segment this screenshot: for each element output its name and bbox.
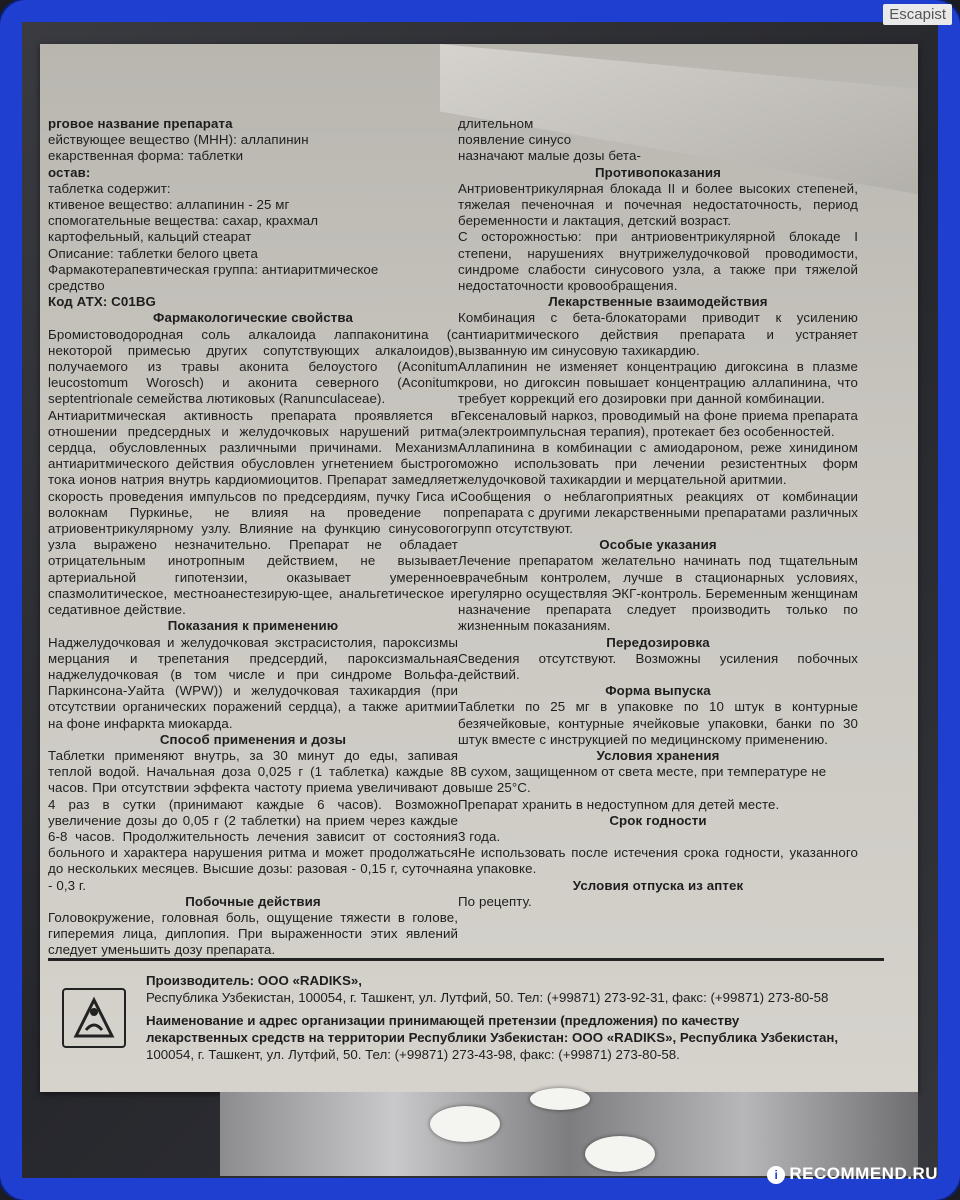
paragraph: Код АТХ: С01BG (48, 294, 156, 310)
footer-line-3: Наименование и адрес организации принимающей претензии (предложения) по качеству (146, 1013, 740, 1028)
divider (48, 958, 884, 961)
paragraph: С осторожностью: при антриовентрикулярной блокаде I степени, нарушениях внутрижелудочковой проводимости, синдроме слабости синусового узла, а также при тяжелой недостаточности кровообращения. (458, 229, 858, 294)
section-heading: Лекарственные взаимодействия (548, 294, 768, 310)
footer-line-5: 100054, г. Ташкент, ул. Лутфий, 50. Тел: (+99871) 273-43-98, факс: (+99871) 273-80-58. (146, 1047, 680, 1062)
paragraph: длительном (458, 116, 534, 131)
username-label: Escapist (883, 4, 952, 25)
tablet (430, 1106, 500, 1142)
paragraph: 3 года. (458, 828, 501, 844)
section-heading: Особые указания (599, 537, 717, 553)
paragraph: Аллапинина в комбинации с амиодароном, реже хинидином можно использовать при лечении резистентных форм желудочковой тахикардии и мерцательной аритмии. (458, 440, 858, 488)
paragraph: ктивеное вещество: аллапинин - 25 мг (48, 197, 290, 213)
paragraph: Гексеналовый наркоз, проводимый на фоне приема препарата (электроимпульсная терапия), протекает без особенностей. (458, 407, 858, 439)
paragraph: Таблетки применяют внутрь, за 30 минут до еды, запивая теплой водой. Начальная доза 0,025 г (1 таблетка) каждые 8 часов. При отсутствии эффекта частоту приема увеличивают до 4 раз в сутки (принимают каждые 6 часов). Возможно увеличение дозы до 0,05 г (2 таблетки) на прием через каждые 6-8 часов. Продолжительность лечения зависит от состояния больного и характера нарушения ритма и может продолжаться до нескольких месяцев. Высшие дозы: разовая - 0,15 г, суточная - 0,3 г. (48, 747, 458, 893)
section-heading: Противопоказания (594, 164, 722, 180)
paragraph: Лечение препаратом желательно начинать под тщательным врачебным контролем, лучше в стационарных условиях, регулярно осуществляя ЭКГ-контроль. Беременным женщинам назначение препарата следует производить только по жизненным показаниям. (458, 553, 858, 634)
footer-line-1: Производитель: ООО «RADIKS», (146, 973, 362, 988)
right-column (458, 116, 858, 910)
paragraph: Аллапинин не изменяет концентрацию дигоксина в плазме крови, но дигоксин повышает концентрацию аллапинина, что требует коррекций его дозировки при данной комбинации. (458, 359, 858, 407)
section-heading: Форма выпуска (605, 683, 711, 699)
paragraph: Антриовентрикулярная блокада II и более высоких степеней, тяжелая печеночная и почечная недостаточность, период беременности и лактация, детский возраст. (458, 180, 858, 229)
section-heading: Условия хранения (596, 747, 720, 763)
paragraph: Таблетки по 25 мг в упаковке по 10 штук в контурные безячейковые, контурные ячейковые упаковки, банки по 30 штук вместе с инструкцией по медицинскому применению. (458, 699, 858, 747)
paragraph: Сообщения о неблагоприятных реакциях от комбинации препарата с другими лекарственными препаратами различных групп отсутствуют. (458, 488, 858, 537)
section-heading: Срок годности (609, 812, 707, 828)
section-heading: Способ применения и дозы (159, 731, 347, 747)
manufacturer-logo (62, 988, 126, 1048)
recommend-icon: i (767, 1166, 785, 1184)
section-heading: Показания к применению (167, 618, 339, 634)
site-watermark: i RECOMMEND.RU (767, 1164, 938, 1184)
paragraph: В сухом, защищенном от света месте, при температуре не выше 25°С. (458, 764, 827, 796)
paragraph: Сведения отсутствуют. Возможны усиления побочных действий. (458, 650, 858, 682)
paragraph: Наджелудочковая и желудочковая экстрасистолия, пароксизмы мерцания и трепетания предсердий, пароксизмальная наджелудочковая (в том числе и при синдроме Вольфа-Паркинсона-Уайта (WPW)) и желудочковая тахикардия (при отсутствии органических поражений сердца), а также аритмии на фоне инфаркта миокарда. (48, 634, 458, 731)
paragraph: средство (48, 278, 105, 294)
paragraph: По рецепту. (458, 893, 532, 909)
paragraph: Головокружение, головная боль, ощущение тяжести в голове, гиперемия лица, диплопия. При выраженности этих явлений следует уменьшить дозу препарата. (48, 909, 458, 958)
paragraph: Фармакотерапевтическая группа: антиаритмическое (48, 261, 379, 277)
paragraph: ействующее вещество (МНН): аллапинин (48, 132, 309, 148)
section-heading: Побочные действия (185, 893, 321, 909)
paragraph: рговое название препарата (48, 116, 233, 131)
tablet (585, 1136, 655, 1172)
paragraph: спомогательные вещества: сахар, крахмал (48, 213, 319, 229)
manufacturer-info (146, 972, 906, 1063)
section-heading: Передозировка (606, 634, 710, 650)
paragraph: остав: (48, 164, 91, 180)
paragraph: Антиаритмическая активность препарата проявляется в отношении предсердных и желудочковых нарушений ритма сердца, обусловленных различными причинами. Механизм антиаритмического действия обусловлен угнетением быстрого тока ионов натрия внутрь кардиомиоцитов. Препарат замедляет скорость проведения импульсов по предсердиям, пучку Гиса и волокнам Пуркинье, не влияя на проведение по атриовентрикулярному узлу. Влияние на функцию синусового узла выражено незначительно. Препарат не обладает отрицательным инотропным действием, не вызывает артериальной гипотензии, оказывает умеренное спазмолитическое, местноанестезирую-щее, анальгетическое и седативное действие. (48, 407, 458, 618)
left-column (48, 116, 458, 959)
footer-line-4: лекарственных средств на территории Республики Узбекистан: ООО «RADIKS», Республика Узбекистан, (146, 1030, 839, 1045)
paragraph: назначают малые дозы бета- (458, 148, 641, 164)
paragraph: екарственная форма: таблетки (48, 148, 244, 164)
section-heading: Условия отпуска из аптек (572, 877, 744, 893)
paragraph: Описание: таблетки белого цвета (48, 245, 258, 261)
paragraph: появление синусо (458, 132, 572, 148)
paragraph: картофельный, кальций стеарат (48, 229, 252, 245)
paragraph: Бромистоводородная соль алкалоида лаппаконитина (с некоторой примесью других сопутствующих алкалоидов), получаемого из травы аконита белоустого (Aconitum leucostomum Worosch) и аконита северного (Aconitum septentrionale семейства лютиковых (Ranunculaceae). (48, 326, 458, 407)
paragraph: Комбинация с бета-блокаторами приводит к усилению антиаритмического действия препарата и устраняет вызванную им синусовую тахикардию. (458, 310, 858, 358)
footer-line-2: Республика Узбекистан, 100054, г. Ташкент, ул. Лутфий, 50. Тел: (+99871) 273-92-31, факс: (+99871) 273-80-58 (146, 990, 829, 1005)
tablet (530, 1088, 590, 1110)
paragraph: Не использовать после истечения срока годности, указанного на упаковке. (458, 845, 858, 877)
paragraph: таблетка содержит: (48, 180, 171, 196)
section-heading: Фармакологические свойства (153, 310, 353, 326)
paragraph: Препарат хранить в недоступном для детей месте. (458, 796, 780, 812)
